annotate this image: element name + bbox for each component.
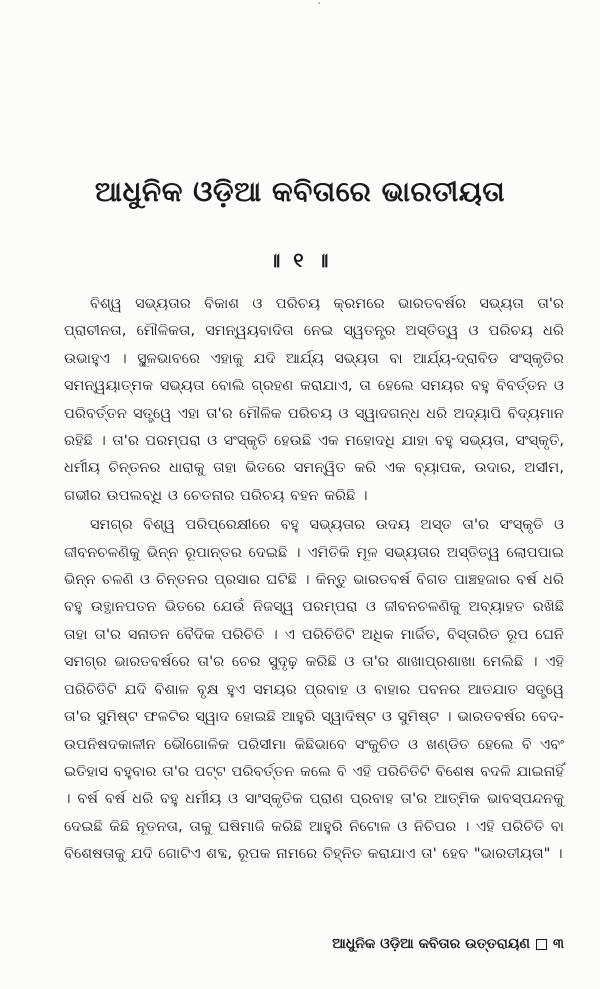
paragraph-1: ବିଶ୍ୱ ସଭ୍ୟତାର ବିକାଶ ଓ ପରିଚୟ କ୍ରମରେ ଭାରତବର୍ଷର ସଭ୍ୟତା ତା'ର ପ୍ରାଚୀନତା, ମୌଳିକତା, ସମନ୍ୱୟବାଦିତା ନେଇ ସ୍ୱତନ୍ତ୍ର ଅସ୍ତିତ୍ୱ ଓ ପରିଚୟ ଧରି ଉଭାହୁଏ । ସ୍ଥୂଳଭାବରେ ଏହାକୁ ଯଦି ଆର୍ଯ୍ୟ ସଭ୍ୟତା ବା ଆର୍ଯ୍ୟ-ଦ୍ରାବିଡ ସଂସ୍କୃତିର ସମନ୍ୱୟାତ୍ମକ ସଭ୍ୟତା ବୋଲି ଗ୍ରହଣ କରାଯାଏ, ତା ହେଲେ ସମୟର ବହୁ ବିବର୍ତ୍ତନ ଓ ପରିବର୍ତ୍ତନ ସତ୍ତ୍ୱେ ଏହା ତା'ର ମୌଳିକ ପରିଚୟ ଓ ସ୍ୱାଦଗନ୍ଧ ଧରି ଅଦ୍ୟାପି ବିଦ୍ୟମାନ ରହିଛି । ତା'ର ପରମ୍ପରା ଓ ସଂସ୍କୃତି ହେଉଛି ଏକ ମହୋଦଧି ଯାହା ବହୁ ସଭ୍ୟତା, ସଂସ୍କୃତି, ଧର୍ମୀୟ ଚିନ୍ତନର ଧାରାକୁ ତାହା ଭିତରେ ସମନ୍ୱିତ କରି ଏକ ବ୍ୟାପକ, ଉଦାର, ଅସୀମ, ଗଭୀର ଉପଲବ୍ଧି ଓ ଚେତନାର ପରିଚୟ ବହନ କରିଛି । xyxy=(64,295,564,504)
body-text xyxy=(64,290,564,868)
section-number: ॥ ୧ ॥ xyxy=(268,248,332,272)
top-mark: ' xyxy=(318,1,321,10)
footer-page-number: ୩ xyxy=(552,936,564,952)
square-outline-icon xyxy=(536,939,547,950)
chapter-title: ଆଧୁନିକ ଓଡ଼ିଆ କବିତାରେ ଭାରତୀୟତା xyxy=(94,175,506,208)
running-footer xyxy=(332,934,564,954)
paragraph-2: ସମଗ୍ର ବିଶ୍ୱ ପରିପ୍ରେକ୍ଷୀରେ ବହୁ ସଭ୍ୟତାର ଉଦୟ ଅସ୍ତ ତା'ର ସଂସ୍କୃତି ଓ ଜୀବନଚଳଣିକୁ ଭିନ୍ନ ରୂପାନ୍ତର ଦେଇଛି । ଏମିତିକି ମୂଳ ସଭ୍ୟତାର ଅସ୍ତିତ୍ୱ ଲୋପପାଇ ଭିନ୍ନ ଚଳଣି ଓ ଚିନ୍ତନର ପ୍ରସାର ଘଟିଛି । କିନ୍ତୁ ଭାରତବର୍ଷ ବିଗତ ପାଞ୍ଚହଜାର ବର୍ଷ ଧରି ବହୁ ଉତ୍ଥାନପତନ ଭିତରେ ଯେଉଁ ନିଜସ୍ୱ ପରମ୍ପରା ଓ ଜୀବନଚଳଣିକୁ ଅବ୍ୟାହତ ରଖିଛି ତାହା ତା'ର ସନାତନ ବୈଦିକ ପରିଚିତି । ଏ ପରିଚିତିଟି ଅଧିକ ମାର୍ଜିତ, ବିସ୍ତାରିତ ରୂପ ଘେନି ସମଗ୍ର ଭାରତବର୍ଷରେ ତା'ର ଚେର ସୁଦୃଢ଼ କରିଛି ଓ ତା'ର ଶାଖାପ୍ରଶାଖା ମେଲିଛି । ଏହି ପରିଚିତିଟି ଯଦି ବିଶାଳ ବୃକ୍ଷ ହୁଏ ସମୟର ପ୍ରବାହ ଓ ବାହାର ପବନର ଆତଯାତ ସତ୍ତ୍ୱେ ତା'ର ସୁମିଷ୍ଟ ଫଳଟିର ସ୍ୱାଦ ହୋଇଛି ଆହୁରି ସ୍ୱାଦିଷ୍ଟ ଓ ସୁମିଷ୍ଟ । ଭାରତବର୍ଷର ବେଦ-ଉପନିଷଦକାଳୀନ ଭୌଗୋଳିକ ପରିସୀମା କିଛିଭାବେ ସଂକୁଚିତ ଓ ଖଣ୍ଡିତ ହେଲେ ବି ଏବଂ ଇତିହାସ ବହୁବାର ତା'ର ପଟ୍ଟ ପରିବର୍ତ୍ତନ କଲେ ବି ଏହି ପରିଚିତିଟି ବିଶେଷ ବଦଳି ଯାଇନାହିଁ । ବର୍ଷ ବର୍ଷ ଧରି ବହୁ ଧର୍ମୀୟ ଓ ସାଂସ୍କୃତିକ ପ୍ରାଣ ପ୍ରବାହ ତା'ର ଆତ୍ମିକ ଭାବସ୍ପନ୍ଦନକୁ ଦେଇଛି କିଛି ନୂତନତା, ତାକୁ ଘଷିମାଜି କରିଛି ଆହୁରି ନିଟୋଳ ଓ ନିଚିପର । ଏହି ପରିଚିତି ବା ବିଶେଷତାକୁ ଯଦି ଗୋଟିଏ ଶବ୍ଦ, ରୂପକ ନାମରେ ଚିହ୍ନିତ କରାଯାଏ ତା' ହେବ "ଭାରତୀୟତା" । xyxy=(64,516,564,863)
footer-running-title: ଆଧୁନିକ ଓଡ଼ିଆ କବିତାର ଉତ୍ତରାୟଣ xyxy=(332,936,530,952)
